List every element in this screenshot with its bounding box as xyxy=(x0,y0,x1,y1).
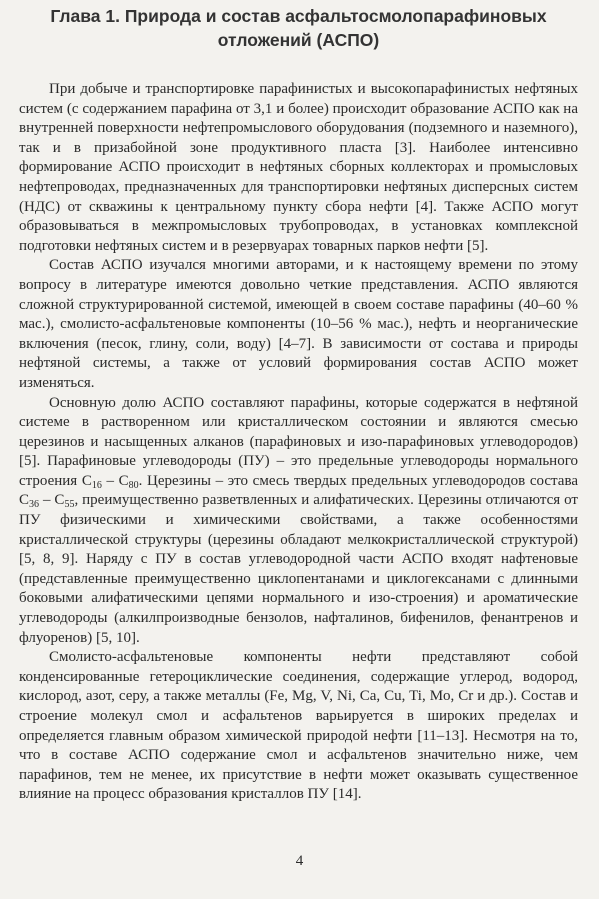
paragraph-3-text-4: – C xyxy=(39,492,65,509)
paragraph-3 xyxy=(19,394,578,649)
subscript-16: 16 xyxy=(91,479,102,491)
chapter-title xyxy=(19,4,578,52)
subscript-80: 80 xyxy=(128,479,139,491)
paragraph-3-text-2: – C xyxy=(101,472,129,489)
paragraph-3-text-1: Основную долю АСПО составляют парафины, которые содержатся в нефтяной системе в растворенном или кристаллическом состоянии и являются смесью церезинов и насыщенных алканов (парафиновых и изо-парафиновых углеводородов) [5]. Парафиновые углеводороды (ПУ) – это предельные углеводороды нормального строения C xyxy=(19,394,578,489)
subscript-55: 55 xyxy=(64,499,75,511)
paragraph-1: При добыче и транспортировке парафинистых и высокопарафинистых нефтяных систем (с содержанием парафина от 3,1 и более) происходит образование АСПО как на внутренней поверхности нефтепромыслового оборудования (подземного и наземного), так и в призабойной зоне продуктивного пласта [3]. Наиболее интенсивно формирование АСПО происходит в нефтяных сборных коллекторах и промысловых нефтепроводах, предназначенных для транспортировки нефтяных дисперсных систем (НДС) от скважины к центральному пункту сбора нефти [4]. Также АСПО могут образовываться в межпромысловых трубопроводах, в установках комплексной подготовки нефтяных систем и в резервуарах товарных парков нефти [5]. xyxy=(19,81,578,254)
chapter-title-line-1: Глава 1. Природа и состав асфальтосмолопарафиновых xyxy=(50,6,547,26)
paragraph-3-text-5: , преимущественно разветвленных и алифатических. Церезины отличаются от ПУ физическими и химическими свойствами, а также особенностями кристаллической структуры (церезины обладают мелкокристаллической структурой) [5, 8, 9]. Наряду с ПУ в состав углеводородной части АСПО входят нафтеновые (представленные преимущественно циклопентанами и циклогексанами с длинными боковыми алифатическими цепями нормального и изо-строения) и ароматические углеводороды (алкилпроизводные бензолов, нафталинов, бифенилов, фенантренов и флуоренов) [5, 10]. xyxy=(19,492,578,646)
paragraph-2: Состав АСПО изучался многими авторами, и к настоящему времени по этому вопросу в литературе имеются довольно четкие представления. АСПО являются сложной структурированной системой, имеющей в своем составе парафины (40–60 % мас.), смолисто-асфальтеновые компоненты (10–56 % мас.), нефть и неорганические включения (песок, глину, соли, воду) [4–7]. В зависимости от состава и природы нефтяной системы, а также от условий формирования состав АСПО может изменяться. xyxy=(19,257,578,391)
paragraph-4: Смолисто-асфальтеновые компоненты нефти представляют собой конденсированные гетероциклические соединения, содержащие углерод, водород, кислород, азот, серу, а также металлы (Fe, Mg, V, Ni, Ca, Cu, Ti, Mo, Cr и др.). Состав и строение молекул смол и асфальтенов варьируется в широких пределах и определяется главным образом химической природой нефти [11–13]. Несмотря на то, что в составе АСПО содержание смол и асфальтенов значительно ниже, чем парафинов, тем не менее, их присутствие в нефти может оказывать существенное влияние на процесс образования кристаллов ПУ [14]. xyxy=(19,649,578,803)
chapter-title-line-2: отложений (АСПО) xyxy=(217,30,380,50)
paragraph-3-text-3: . Церезины – это смесь твердых предельных углеводородов состава C xyxy=(19,472,578,509)
body-text xyxy=(19,80,578,805)
page-number: 4 xyxy=(295,853,304,869)
subscript-36: 36 xyxy=(29,499,40,511)
